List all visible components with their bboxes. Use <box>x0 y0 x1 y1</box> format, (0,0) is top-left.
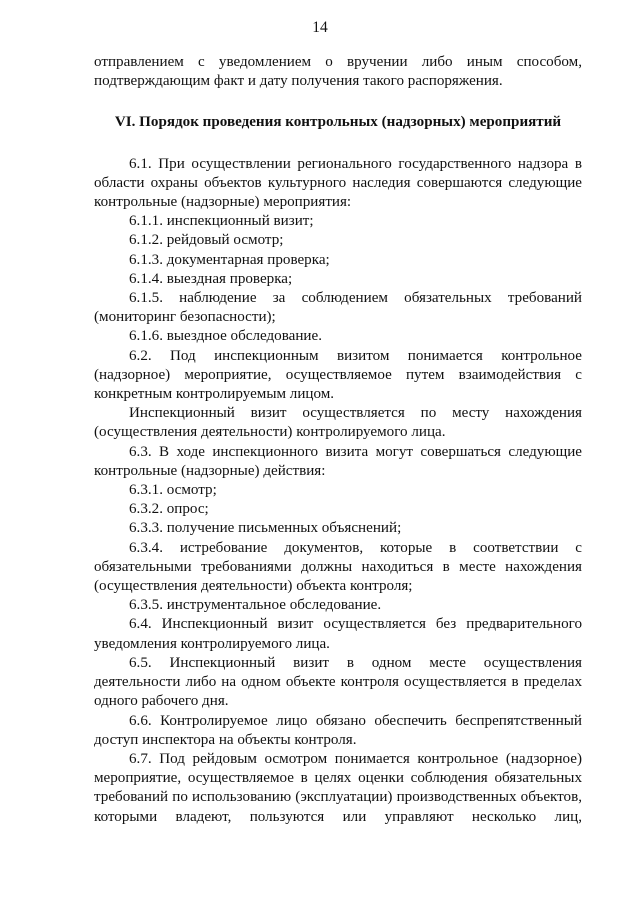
paragraph-6-1-6: 6.1.6. выездное обследование. <box>129 328 322 345</box>
paragraph-6-1: 6.1. При осуществлении регионального государственного надзора в области охраны объектов культурного наследия совершаются следующие контрольные (надзорные) мероприятия: <box>94 155 582 211</box>
paragraph-6-6: 6.6. Контролируемое лицо обязано обеспечить беспрепятственный доступ инспектора на объекты контроля. <box>94 712 582 748</box>
paragraph-6-4: 6.4. Инспекционный визит осуществляется без предварительного уведомления контролируемого лица. <box>94 616 582 652</box>
paragraph-6-1-4: 6.1.4. выездная проверка; <box>129 270 293 287</box>
intro-line-2: подтверждающим факт и дату получения такого распоряжения. <box>94 73 503 90</box>
paragraph-6-2-b: Инспекционный визит осуществляется по месту нахождения (осуществления деятельности) контролируемого лица. <box>94 405 582 441</box>
paragraph-6-2: 6.2. Под инспекционным визитом понимается контрольное (надзорное) мероприятие, осуществляемое путем взаимодействия с конкретным контролируемым лицом. <box>94 347 582 403</box>
paragraph-6-3-3: 6.3.3. получение письменных объяснений; <box>129 520 402 537</box>
paragraph-6-3-1: 6.3.1. осмотр; <box>129 482 217 499</box>
paragraph-6-1-1: 6.1.1. инспекционный визит; <box>129 213 314 230</box>
intro-line-1: отправлением с уведомлением о вручении либо иным способом, <box>94 54 582 70</box>
paragraph-6-1-2: 6.1.2. рейдовый осмотр; <box>129 232 284 249</box>
paragraph-6-3-5: 6.3.5. инструментальное обследование. <box>129 597 382 614</box>
paragraph-6-7: 6.7. Под рейдовым осмотром понимается контрольное (надзорное) мероприятие, осуществляемое в целях оценки соблюдения обязательных требований по использованию (эксплуатации) производственных объектов, которыми владеют, пользуются или управляют несколько лиц, <box>94 750 582 825</box>
paragraph-6-1-3: 6.1.3. документарная проверка; <box>129 251 330 268</box>
paragraph-6-5: 6.5. Инспекционный визит в одном месте осуществления деятельности либо на одном объекте контроля осуществляется в пределах одного рабочего дня. <box>94 654 582 710</box>
paragraph-6-1-5: 6.1.5. наблюдение за соблюдением обязательных требований (мониторинг безопасности); <box>94 290 582 326</box>
section-heading: VI. Порядок проведения контрольных (надзорных) мероприятий <box>114 114 562 131</box>
paragraph-6-3-2: 6.3.2. опрос; <box>129 501 209 518</box>
paragraph-6-3-4: 6.3.4. истребование документов, которые в соответствии с обязательными требованиями должны находиться в месте нахождения (осуществления деятельности) объекта контроля; <box>94 539 582 595</box>
page-number: 14 <box>312 19 328 36</box>
paragraph-6-3: 6.3. В ходе инспекционного визита могут совершаться следующие контрольные (надзорные) действия: <box>94 443 582 479</box>
document-body <box>94 53 582 827</box>
